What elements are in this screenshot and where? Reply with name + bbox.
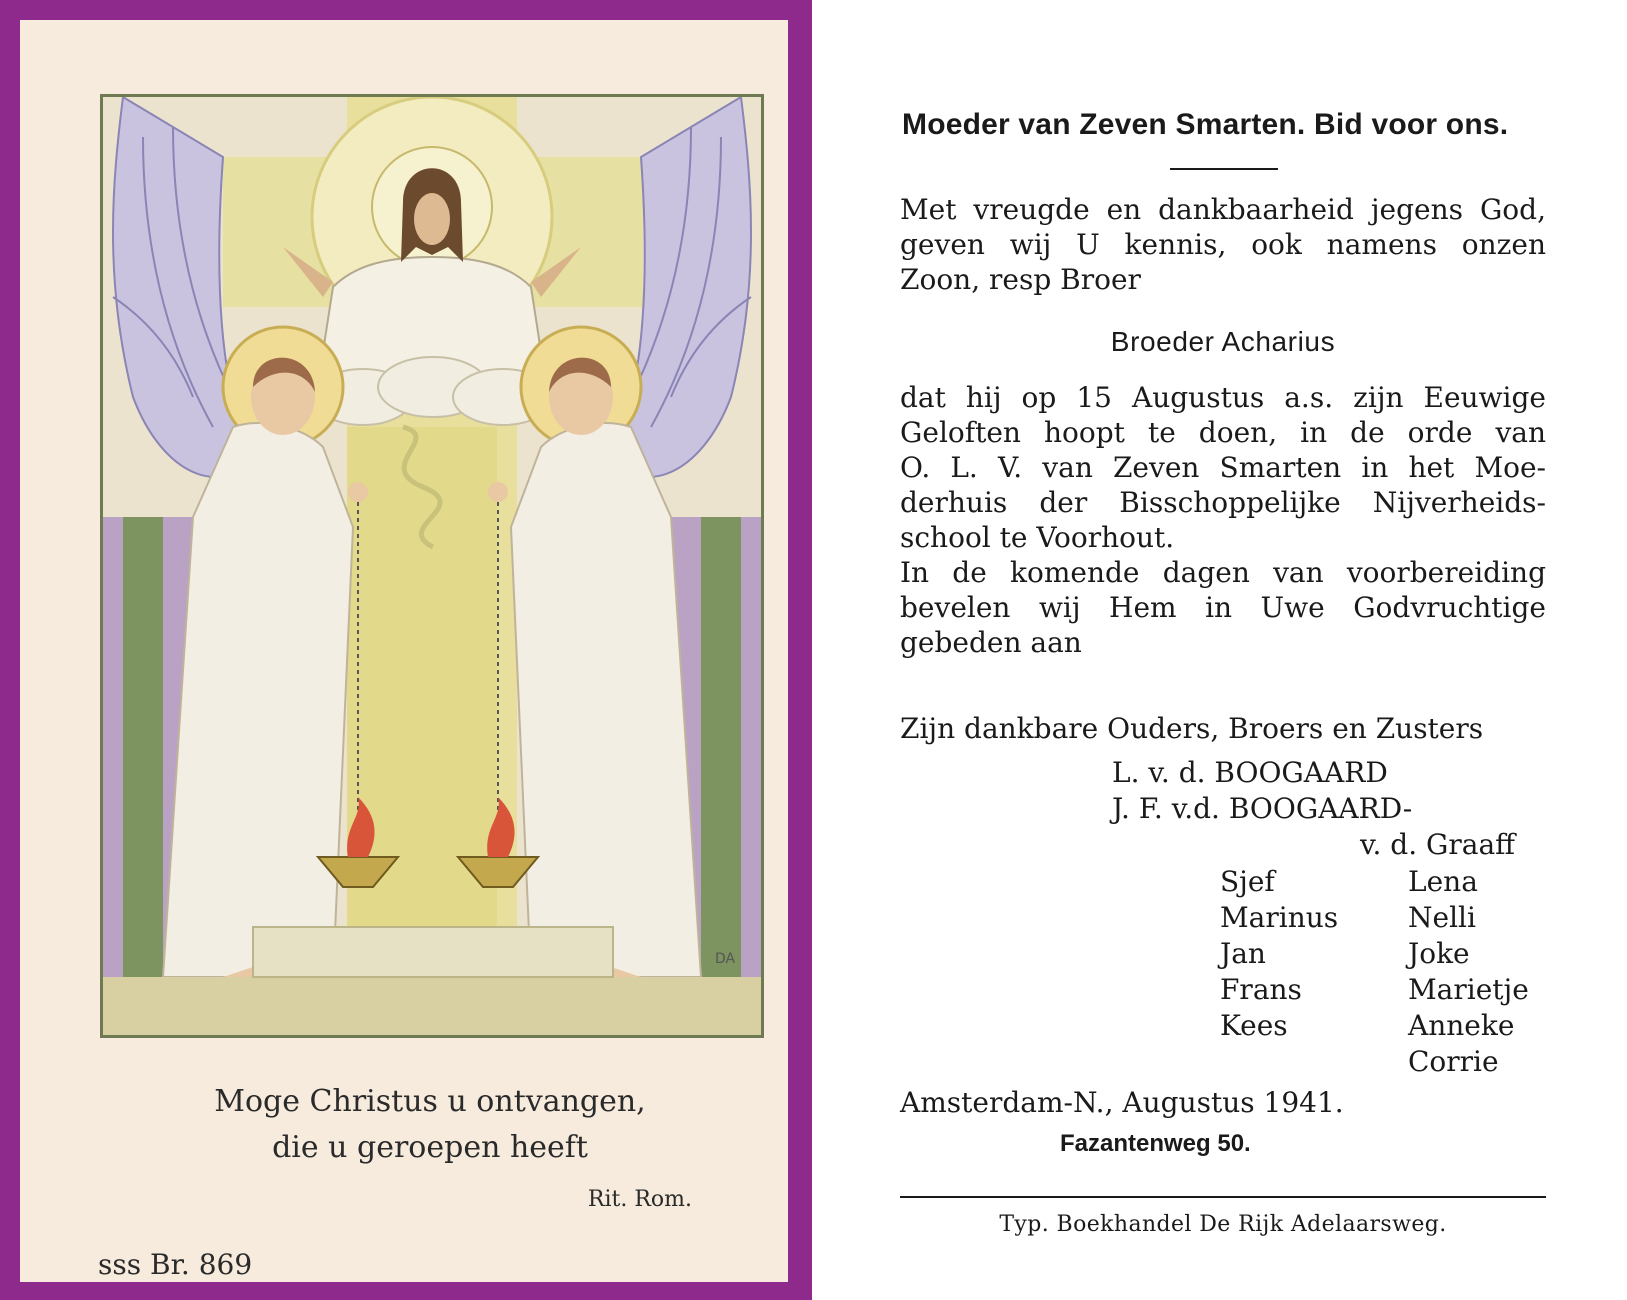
printer-imprint: Typ. Boekhandel De Rijk Adelaarsweg. [999,1212,1447,1237]
sibling-name: Lena [1408,865,1478,898]
right-green-pillar [701,517,741,997]
sibling-name: Frans [1220,973,1302,1006]
sibling-name: Jan [1220,937,1266,970]
holy-card-front [0,0,812,1300]
devotional-illustration [100,94,764,1038]
sibling-name: Marinus [1220,901,1339,934]
details-paragraph [900,380,1546,660]
sibling-name: Joke [1408,937,1470,970]
parent-name-continued: v. d. Graaff [1360,828,1516,861]
details-line: bevelen wij Hem in Uwe Godvruchtige [900,591,1546,624]
brothers-list [1220,864,1338,1044]
place-and-date: Amsterdam-N., Augustus 1941. [900,1086,1344,1119]
parent-name: L. v. d. BOOGAARD [1112,756,1388,789]
parent-name: J. F. v.d. BOOGAARD- [1112,792,1413,825]
brother-name: Broeder Acharius [1110,326,1336,357]
caption-line-2: die u geroepen heeft [272,1130,588,1165]
sibling-name: Sjef [1220,865,1275,898]
announcement-line: geven wij U kennis, ook namens onzen [900,228,1546,261]
sisters-list [1408,864,1529,1080]
sibling-name: Nelli [1408,901,1476,934]
address: Fazantenweg 50. [1060,1130,1251,1157]
catalog-number: sss Br. 869 [98,1248,253,1281]
announcement-paragraph [900,192,1546,297]
holy-card-back [812,0,1627,1300]
details-line: In de komende dagen van voorbereiding [900,556,1546,589]
details-line: Geloften hoopt te doen, in de orde van [900,416,1546,449]
card-paper [20,20,788,1282]
right-angel-hand [488,482,508,502]
signers-intro: Zijn dankbare Ouders, Broers en Zusters [900,712,1484,745]
announcement-line: Zoon, resp Broer [900,263,1141,296]
details-line: O. L. V. van Zeven Smarten in het Moe- [900,451,1546,484]
left-angel-hand [348,482,368,502]
sibling-name: Marietje [1408,973,1529,1006]
footer-divider [900,1196,1546,1198]
sibling-name: Anneke [1408,1009,1515,1042]
left-green-pillar [123,517,163,997]
sibling-name: Corrie [1408,1045,1499,1078]
source-reference: Rit. Rom. [587,1187,692,1212]
details-line: dat hij op 15 Augustus a.s. zijn Eeuwige [900,381,1546,414]
caption-line-1: Moge Christus u ontvangen, [214,1084,646,1119]
details-line: school te Voorhout. [900,521,1175,554]
artist-monogram: DA [715,951,736,967]
floor-step [103,977,761,1035]
details-line: derhuis der Bisschoppelijke Nijverheids- [900,486,1546,519]
details-line: gebeden aan [900,626,1082,659]
announcement-line: Met vreugde en dankbaarheid jegens God, [900,193,1546,226]
sibling-name: Kees [1220,1009,1288,1042]
card-title: Moeder van Zeven Smarten. Bid voor ons. [902,108,1509,141]
title-divider [1170,168,1278,170]
